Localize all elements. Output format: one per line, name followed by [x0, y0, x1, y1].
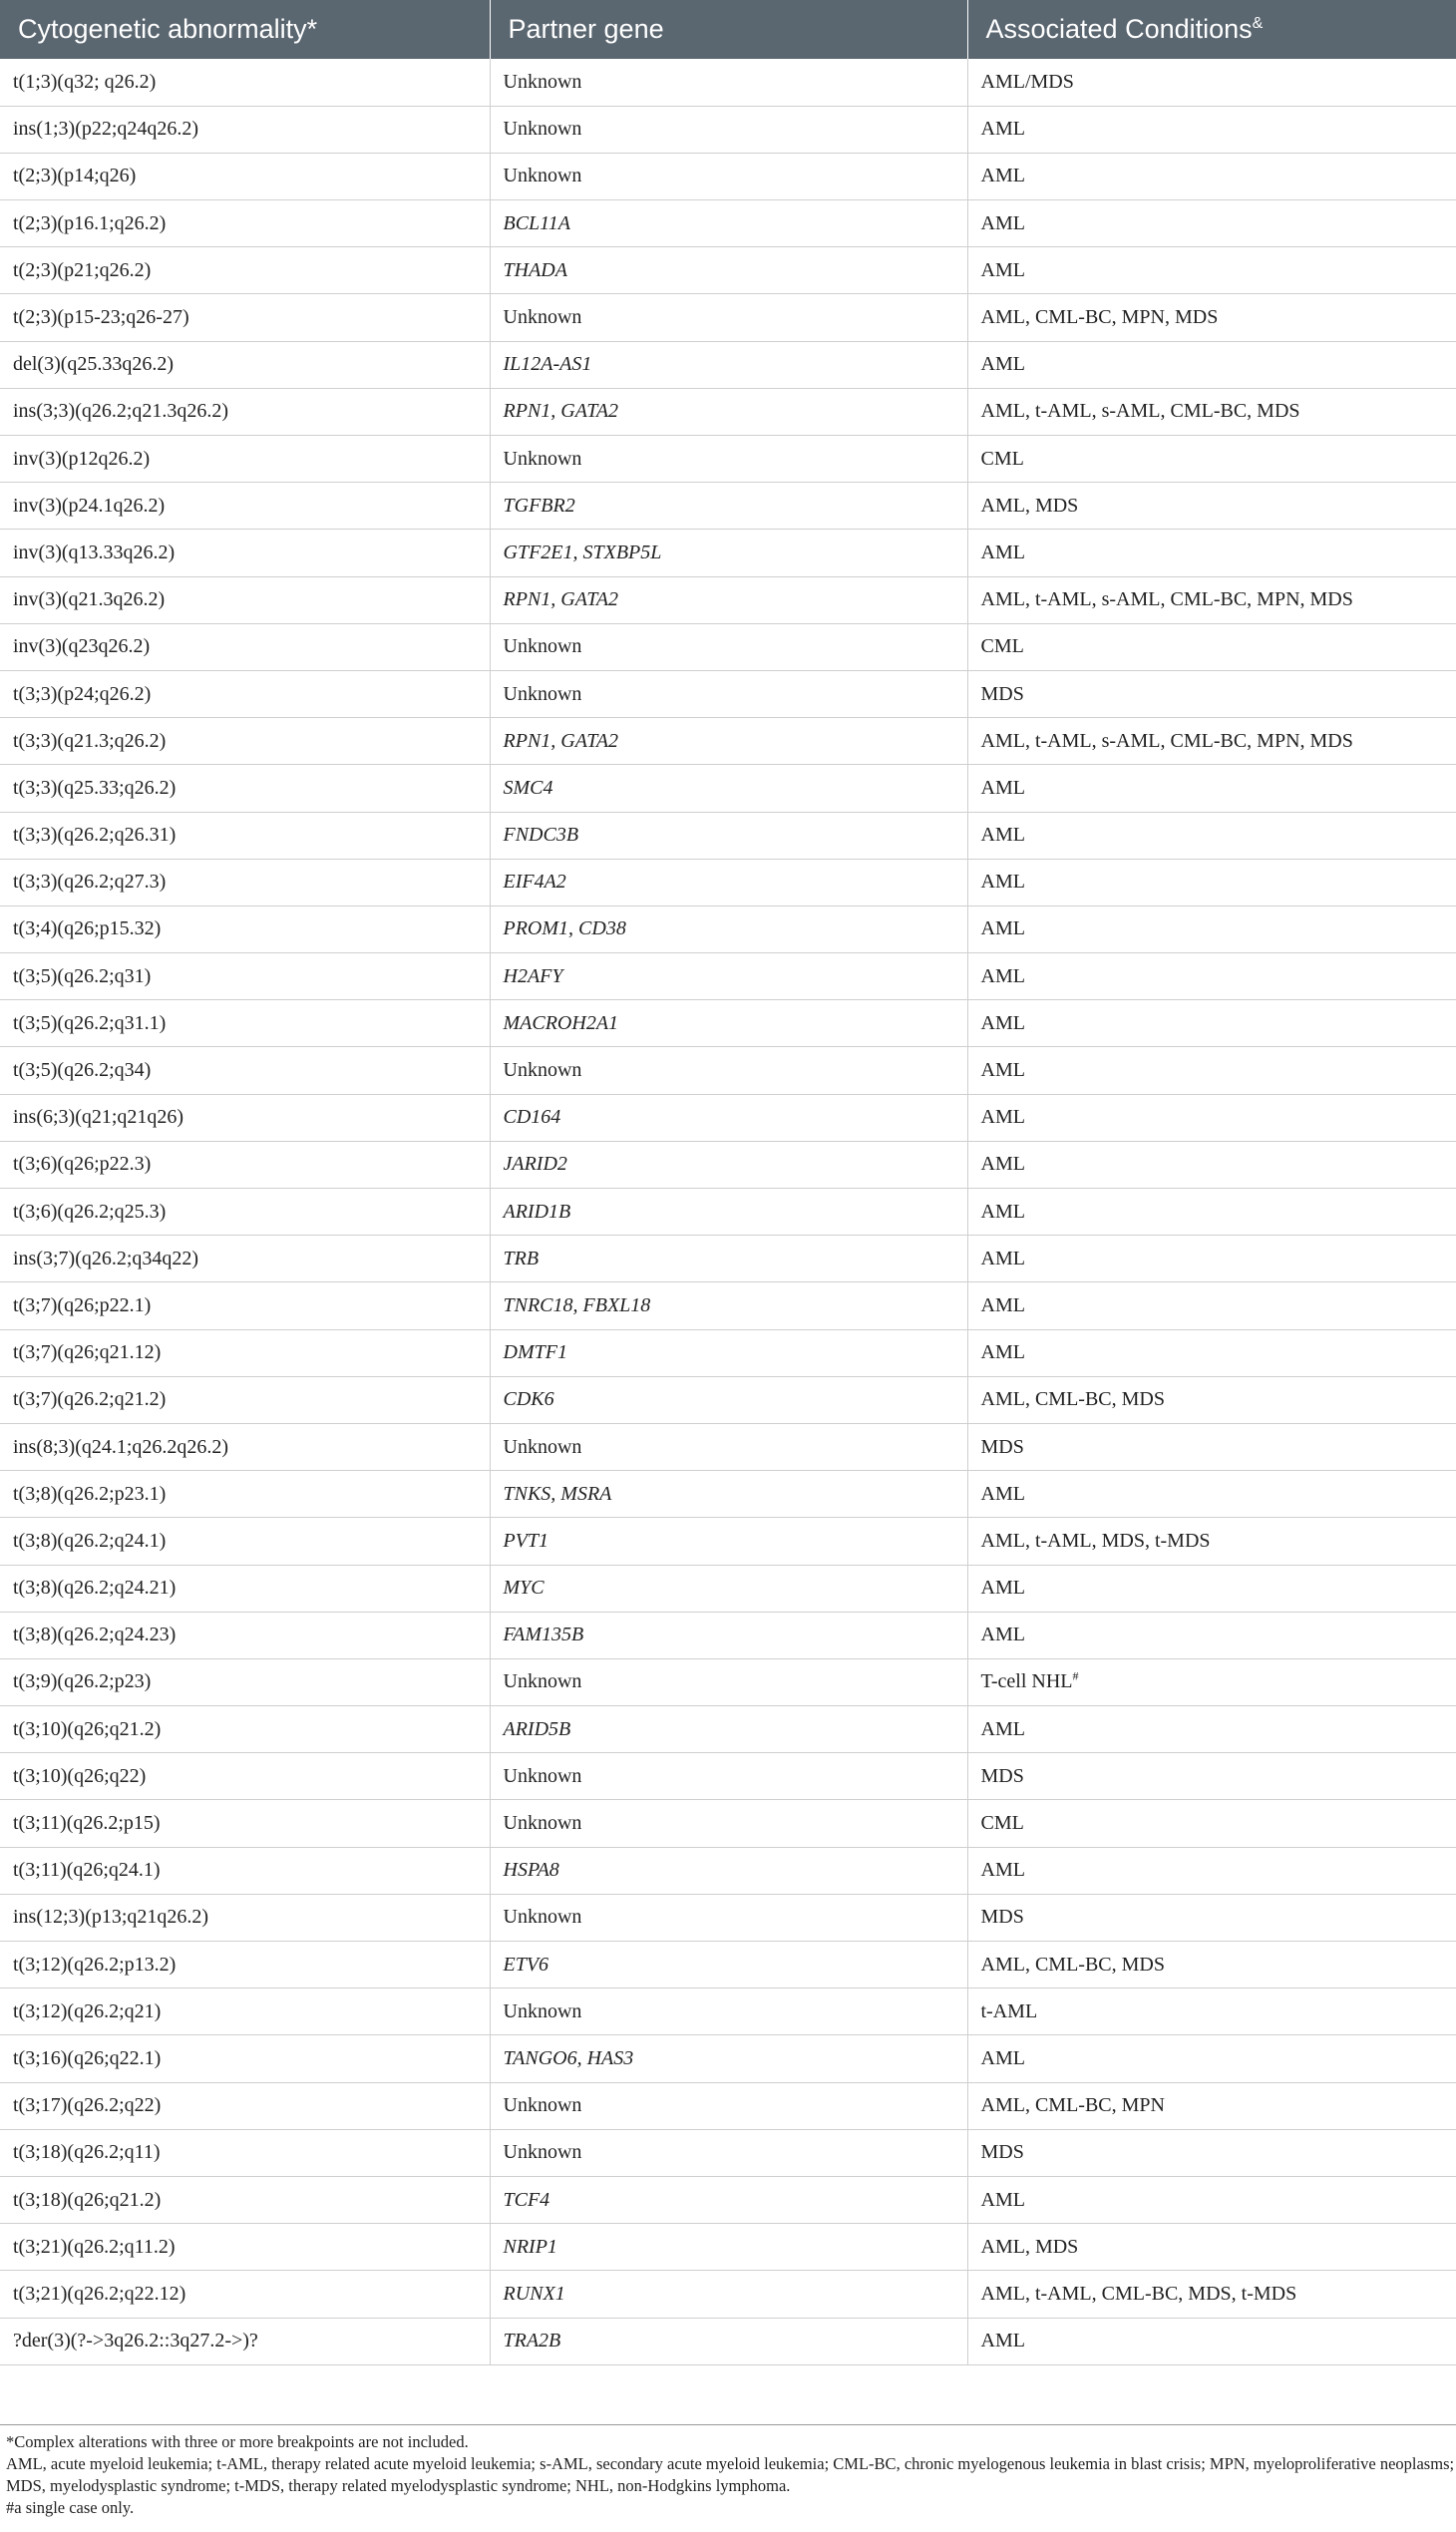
cell-conditions	[967, 1376, 1456, 1423]
cell-partner-gene: ARID5B	[490, 1706, 967, 1753]
cell-abnormality: t(1;3)(q32; q26.2)	[0, 59, 490, 106]
cell-partner-gene: Unknown	[490, 1658, 967, 1705]
cell-partner-gene: FAM135B	[490, 1612, 967, 1658]
table-row	[0, 530, 1456, 576]
cell-conditions	[967, 718, 1456, 765]
table-row	[0, 1800, 1456, 1847]
table-row	[0, 1942, 1456, 1989]
cell-abnormality: t(3;6)(q26.2;q25.3)	[0, 1189, 490, 1236]
cell-conditions-text: AML	[980, 258, 1025, 281]
table-row	[0, 1189, 1456, 1236]
cell-conditions-text: AML	[980, 211, 1025, 234]
cell-conditions-text: AML	[980, 2188, 1025, 2211]
cell-conditions	[967, 2082, 1456, 2129]
cell-partner-gene: PROM1, CD38	[490, 905, 967, 952]
cell-partner-gene: GTF2E1, STXBP5L	[490, 530, 967, 576]
cell-abnormality: t(3;12)(q26.2;q21)	[0, 1989, 490, 2035]
cell-conditions	[967, 1847, 1456, 1894]
cell-conditions	[967, 1423, 1456, 1470]
cell-conditions-text: t-AML	[980, 1999, 1038, 2022]
cell-conditions	[967, 436, 1456, 483]
table-row	[0, 247, 1456, 294]
table-row	[0, 1847, 1456, 1894]
table-row	[0, 1471, 1456, 1518]
cell-conditions	[967, 1753, 1456, 1800]
cell-conditions-text: AML	[980, 2046, 1025, 2069]
cell-conditions-text: AML	[980, 1153, 1025, 1176]
cell-conditions-text: AML, t-AML, MDS, t-MDS	[980, 1529, 1211, 1552]
cell-partner-gene: TGFBR2	[490, 483, 967, 530]
cell-abnormality: ?der(3)(?->3q26.2::3q27.2->)?	[0, 2318, 490, 2364]
cell-abnormality: t(3;10)(q26;q22)	[0, 1753, 490, 1800]
table-row	[0, 1376, 1456, 1423]
footnote-1: *Complex alterations with three or more breakpoints are not included.	[6, 2432, 469, 2451]
cell-partner-gene: CDK6	[490, 1376, 967, 1423]
table-row	[0, 1894, 1456, 1941]
cell-partner-gene: Unknown	[490, 623, 967, 670]
cell-conditions	[967, 1471, 1456, 1518]
cell-conditions	[967, 576, 1456, 623]
cell-partner-gene: Unknown	[490, 59, 967, 106]
cell-conditions-text: AML, t-AML, s-AML, CML-BC, MPN, MDS	[980, 729, 1353, 752]
cell-partner-gene: H2AFY	[490, 953, 967, 1000]
table-row	[0, 1518, 1456, 1565]
table-row	[0, 2176, 1456, 2223]
cell-conditions	[967, 953, 1456, 1000]
cell-partner-gene: FNDC3B	[490, 812, 967, 859]
cell-conditions	[967, 1329, 1456, 1376]
cell-conditions-text: AML	[980, 964, 1025, 987]
cell-abnormality: t(3;17)(q26.2;q22)	[0, 2082, 490, 2129]
table-row	[0, 1989, 1456, 2035]
cell-abnormality: t(3;18)(q26;q21.2)	[0, 2176, 490, 2223]
table-row	[0, 153, 1456, 199]
cell-conditions	[967, 2129, 1456, 2176]
table-body	[0, 59, 1456, 2364]
cell-conditions	[967, 1518, 1456, 1565]
table-row	[0, 2035, 1456, 2082]
table-row	[0, 1565, 1456, 1612]
table-row	[0, 859, 1456, 905]
cell-conditions-text: AML	[980, 1717, 1025, 1740]
cell-conditions	[967, 294, 1456, 341]
footnote-3: #a single case only.	[6, 2498, 135, 2517]
table-row	[0, 1329, 1456, 1376]
table-row	[0, 670, 1456, 717]
cell-partner-gene: Unknown	[490, 1894, 967, 1941]
cell-abnormality: t(3;3)(q21.3;q26.2)	[0, 718, 490, 765]
cell-abnormality: t(3;5)(q26.2;q34)	[0, 1047, 490, 1094]
cell-abnormality: t(2;3)(p21;q26.2)	[0, 247, 490, 294]
header-col3-mark: &	[1252, 15, 1264, 32]
cell-abnormality: t(3;16)(q26;q22.1)	[0, 2035, 490, 2082]
cell-conditions-text: AML	[980, 1341, 1025, 1364]
cell-partner-gene: TANGO6, HAS3	[490, 2035, 967, 2082]
table-row	[0, 1658, 1456, 1705]
cell-partner-gene: Unknown	[490, 2129, 967, 2176]
header-col2-label: Partner gene	[508, 14, 664, 44]
cell-abnormality: t(2;3)(p14;q26)	[0, 153, 490, 199]
cell-conditions-text: AML	[980, 1059, 1025, 1082]
cell-conditions-text: AML/MDS	[980, 70, 1074, 93]
cell-partner-gene: DMTF1	[490, 1329, 967, 1376]
cell-conditions-text: AML, MDS	[980, 2235, 1079, 2258]
table-row	[0, 294, 1456, 341]
table-row	[0, 1753, 1456, 1800]
cell-partner-gene: MACROH2A1	[490, 1000, 967, 1047]
cell-abnormality: inv(3)(q23q26.2)	[0, 623, 490, 670]
cell-conditions-text: AML	[980, 1011, 1025, 1034]
cell-abnormality: inv(3)(p12q26.2)	[0, 436, 490, 483]
cell-conditions	[967, 1000, 1456, 1047]
cell-conditions-text: AML	[980, 2330, 1025, 2352]
cell-conditions-text: AML, CML-BC, MPN	[980, 2094, 1165, 2117]
cell-partner-gene: Unknown	[490, 436, 967, 483]
cell-conditions	[967, 2271, 1456, 2318]
cell-conditions-text: MDS	[980, 1435, 1024, 1458]
cell-conditions-text: AML	[980, 917, 1025, 940]
cell-conditions	[967, 1141, 1456, 1188]
cell-partner-gene: IL12A-AS1	[490, 341, 967, 388]
cell-conditions-text: CML	[980, 1812, 1024, 1835]
cell-abnormality: t(2;3)(p16.1;q26.2)	[0, 200, 490, 247]
cell-partner-gene: Unknown	[490, 670, 967, 717]
cell-partner-gene: RPN1, GATA2	[490, 576, 967, 623]
cell-abnormality: t(3;5)(q26.2;q31.1)	[0, 1000, 490, 1047]
table-row	[0, 483, 1456, 530]
cell-conditions	[967, 200, 1456, 247]
table-row	[0, 953, 1456, 1000]
table-row	[0, 1047, 1456, 1094]
cell-partner-gene: TNKS, MSRA	[490, 1471, 967, 1518]
cell-conditions-text: AML	[980, 871, 1025, 894]
table-row	[0, 2318, 1456, 2364]
cell-conditions	[967, 2035, 1456, 2082]
cell-conditions-text: AML	[980, 541, 1025, 563]
cell-conditions-text: CML	[980, 447, 1024, 470]
cell-abnormality: t(3;7)(q26;p22.1)	[0, 1282, 490, 1329]
header-associated-conditions	[967, 0, 1456, 59]
table-row	[0, 2129, 1456, 2176]
cell-conditions	[967, 1942, 1456, 1989]
cell-conditions-text: AML	[980, 1106, 1025, 1129]
cell-partner-gene: Unknown	[490, 1047, 967, 1094]
cell-abnormality: t(3;6)(q26;p22.3)	[0, 1141, 490, 1188]
table-row	[0, 1612, 1456, 1658]
cell-abnormality: t(3;11)(q26.2;p15)	[0, 1800, 490, 1847]
cell-conditions-text: AML	[980, 1624, 1025, 1646]
table-row	[0, 1000, 1456, 1047]
table-row	[0, 1282, 1456, 1329]
table-row	[0, 200, 1456, 247]
table-footnotes	[0, 2424, 1456, 2519]
cell-abnormality: t(3;8)(q26.2;q24.23)	[0, 1612, 490, 1658]
header-partner-gene	[490, 0, 967, 59]
table-row	[0, 1706, 1456, 1753]
cell-conditions-text: AML	[980, 776, 1025, 799]
table-row	[0, 2082, 1456, 2129]
cell-abnormality: t(3;8)(q26.2;q24.21)	[0, 1565, 490, 1612]
cell-conditions	[967, 483, 1456, 530]
cell-partner-gene: Unknown	[490, 2082, 967, 2129]
cell-conditions	[967, 247, 1456, 294]
table-row	[0, 106, 1456, 153]
cell-conditions-text: AML	[980, 824, 1025, 847]
cell-abnormality: t(3;3)(q26.2;q27.3)	[0, 859, 490, 905]
cell-conditions-text: MDS	[980, 682, 1024, 705]
table-row	[0, 388, 1456, 435]
table-row	[0, 341, 1456, 388]
cell-conditions-text: MDS	[980, 1764, 1024, 1787]
cell-conditions-text: AML	[980, 118, 1025, 141]
cell-conditions-text: AML	[980, 1577, 1025, 1600]
cell-partner-gene: ETV6	[490, 1942, 967, 1989]
header-cytogenetic-abnormality	[0, 0, 490, 59]
cell-conditions	[967, 59, 1456, 106]
cell-abnormality: t(3;9)(q26.2;p23)	[0, 1658, 490, 1705]
cell-abnormality: ins(3;7)(q26.2;q34q22)	[0, 1236, 490, 1282]
cell-partner-gene: SMC4	[490, 765, 967, 812]
cell-partner-gene: HSPA8	[490, 1847, 967, 1894]
cell-conditions-text: AML, CML-BC, MDS	[980, 1953, 1165, 1976]
cell-conditions	[967, 812, 1456, 859]
cell-partner-gene: RPN1, GATA2	[490, 388, 967, 435]
table-row	[0, 436, 1456, 483]
cell-conditions	[967, 530, 1456, 576]
cell-abnormality: t(2;3)(p15-23;q26-27)	[0, 294, 490, 341]
cell-conditions	[967, 1236, 1456, 1282]
cell-conditions-text: MDS	[980, 1906, 1024, 1929]
cell-partner-gene: TCF4	[490, 2176, 967, 2223]
cell-conditions	[967, 1989, 1456, 2035]
cell-abnormality: ins(12;3)(p13;q21q26.2)	[0, 1894, 490, 1941]
cell-conditions	[967, 1612, 1456, 1658]
header-col1-label: Cytogenetic abnormality*	[18, 14, 318, 44]
cell-conditions	[967, 765, 1456, 812]
cell-abnormality: t(3;8)(q26.2;p23.1)	[0, 1471, 490, 1518]
cell-conditions-text: AML, t-AML, s-AML, CML-BC, MPN, MDS	[980, 588, 1353, 611]
cell-partner-gene: TNRC18, FBXL18	[490, 1282, 967, 1329]
cell-conditions	[967, 1894, 1456, 1941]
cell-conditions-text: AML	[980, 1482, 1025, 1505]
cell-partner-gene: RPN1, GATA2	[490, 718, 967, 765]
cell-conditions-text: AML	[980, 1859, 1025, 1882]
cell-abnormality: del(3)(q25.33q26.2)	[0, 341, 490, 388]
cell-conditions	[967, 859, 1456, 905]
table-row	[0, 1141, 1456, 1188]
table-row	[0, 2271, 1456, 2318]
cell-abnormality: t(3;8)(q26.2;q24.1)	[0, 1518, 490, 1565]
cell-abnormality: t(3;3)(q26.2;q26.31)	[0, 812, 490, 859]
cell-abnormality: t(3;10)(q26;q21.2)	[0, 1706, 490, 1753]
cell-conditions	[967, 388, 1456, 435]
cell-conditions	[967, 106, 1456, 153]
cell-conditions-text: AML	[980, 353, 1025, 376]
cell-conditions-mark: #	[1072, 1668, 1079, 1683]
cell-abnormality: inv(3)(q13.33q26.2)	[0, 530, 490, 576]
cell-partner-gene: Unknown	[490, 1753, 967, 1800]
cell-conditions-text: AML, CML-BC, MDS	[980, 1388, 1165, 1411]
cell-conditions	[967, 2176, 1456, 2223]
cell-conditions-text: AML	[980, 165, 1025, 187]
cell-conditions	[967, 153, 1456, 199]
table-row	[0, 576, 1456, 623]
cell-conditions	[967, 905, 1456, 952]
cell-conditions-text: AML, t-AML, CML-BC, MDS, t-MDS	[980, 2282, 1297, 2305]
cell-abnormality: ins(1;3)(p22;q24q26.2)	[0, 106, 490, 153]
table-row	[0, 1094, 1456, 1141]
cell-abnormality: t(3;7)(q26;q21.12)	[0, 1329, 490, 1376]
cell-partner-gene: Unknown	[490, 153, 967, 199]
cell-partner-gene: RUNX1	[490, 2271, 967, 2318]
table-row	[0, 623, 1456, 670]
cell-abnormality: t(3;11)(q26;q24.1)	[0, 1847, 490, 1894]
cell-conditions	[967, 1189, 1456, 1236]
cell-conditions	[967, 1800, 1456, 1847]
cell-abnormality: t(3;4)(q26;p15.32)	[0, 905, 490, 952]
cell-conditions-text: AML, t-AML, s-AML, CML-BC, MDS	[980, 400, 1300, 423]
table-row	[0, 1236, 1456, 1282]
cell-conditions-text: AML, CML-BC, MPN, MDS	[980, 306, 1219, 329]
cell-abnormality: t(3;18)(q26.2;q11)	[0, 2129, 490, 2176]
cell-partner-gene: Unknown	[490, 1423, 967, 1470]
table-row	[0, 718, 1456, 765]
cell-conditions	[967, 1706, 1456, 1753]
cell-conditions-text: AML, MDS	[980, 494, 1079, 517]
cell-conditions	[967, 2224, 1456, 2271]
cell-partner-gene: JARID2	[490, 1141, 967, 1188]
footnote-2: AML, acute myeloid leukemia; t-AML, therapy related acute myeloid leukemia; s-AML, secondary acute myeloid leukemia; CML-BC, chronic myelogenous leukemia in blast crisis; MPN, myeloproliferative neoplasms; MDS, myelodysplastic syndrome; t-MDS, therapy related myelodysplastic syndrome; NHL, non-Hodgkins lymphoma.	[6, 2454, 1455, 2495]
cell-partner-gene: NRIP1	[490, 2224, 967, 2271]
cell-conditions	[967, 670, 1456, 717]
cell-conditions	[967, 1094, 1456, 1141]
table-row	[0, 1423, 1456, 1470]
cell-partner-gene: Unknown	[490, 106, 967, 153]
cell-abnormality: t(3;5)(q26.2;q31)	[0, 953, 490, 1000]
table-header	[0, 0, 1456, 59]
cell-conditions	[967, 1047, 1456, 1094]
cell-partner-gene: PVT1	[490, 1518, 967, 1565]
cell-conditions	[967, 1282, 1456, 1329]
cell-abnormality: t(3;3)(p24;q26.2)	[0, 670, 490, 717]
cell-partner-gene: Unknown	[490, 1800, 967, 1847]
cell-partner-gene: MYC	[490, 1565, 967, 1612]
cell-conditions-text: AML	[980, 1247, 1025, 1269]
cell-partner-gene: Unknown	[490, 1989, 967, 2035]
cell-conditions-text: AML	[980, 1200, 1025, 1223]
cell-conditions-text: T-cell NHL	[980, 1670, 1073, 1693]
cell-abnormality: ins(8;3)(q24.1;q26.2q26.2)	[0, 1423, 490, 1470]
cell-abnormality: inv(3)(p24.1q26.2)	[0, 483, 490, 530]
cell-partner-gene: TRB	[490, 1236, 967, 1282]
cell-partner-gene: CD164	[490, 1094, 967, 1141]
cell-conditions	[967, 623, 1456, 670]
cell-abnormality: t(3;7)(q26.2;q21.2)	[0, 1376, 490, 1423]
cell-conditions	[967, 1565, 1456, 1612]
cell-partner-gene: ARID1B	[490, 1189, 967, 1236]
cell-abnormality: ins(6;3)(q21;q21q26)	[0, 1094, 490, 1141]
cell-abnormality: t(3;3)(q25.33;q26.2)	[0, 765, 490, 812]
cell-conditions-text: AML	[980, 1293, 1025, 1316]
cell-abnormality: t(3;12)(q26.2;p13.2)	[0, 1942, 490, 1989]
cell-partner-gene: THADA	[490, 247, 967, 294]
cell-conditions	[967, 341, 1456, 388]
cell-abnormality: ins(3;3)(q26.2;q21.3q26.2)	[0, 388, 490, 435]
table-row	[0, 765, 1456, 812]
header-row	[0, 0, 1456, 59]
table-row	[0, 905, 1456, 952]
cell-abnormality: inv(3)(q21.3q26.2)	[0, 576, 490, 623]
cell-partner-gene: EIF4A2	[490, 859, 967, 905]
cell-conditions-text: CML	[980, 635, 1024, 658]
cell-conditions	[967, 1658, 1456, 1705]
cell-abnormality: t(3;21)(q26.2;q22.12)	[0, 2271, 490, 2318]
cell-partner-gene: TRA2B	[490, 2318, 967, 2364]
header-col3-label: Associated Conditions	[985, 14, 1253, 44]
cell-partner-gene: BCL11A	[490, 200, 967, 247]
cell-conditions	[967, 2318, 1456, 2364]
table-row	[0, 59, 1456, 106]
cell-abnormality: t(3;21)(q26.2;q11.2)	[0, 2224, 490, 2271]
table-row	[0, 812, 1456, 859]
cell-partner-gene: Unknown	[490, 294, 967, 341]
table-row	[0, 2224, 1456, 2271]
cell-conditions-text: MDS	[980, 2141, 1024, 2164]
